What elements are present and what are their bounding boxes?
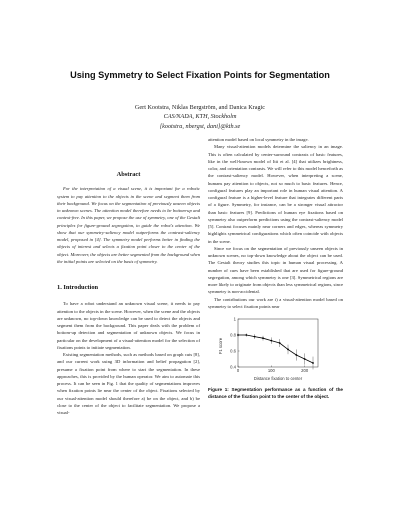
- figure-caption: Figure 1: Segmentation performance as a function of the distance of the fixation point to the center of the object.: [208, 387, 343, 399]
- data-point: [312, 362, 314, 364]
- right-column: [208, 136, 343, 434]
- data-point: [254, 336, 256, 338]
- left-column: [57, 171, 200, 416]
- x-tick-label: 200: [301, 368, 309, 373]
- figure-1: [208, 314, 343, 434]
- intro-continued-4: The contributions our work are i) a visual-attention model based on symmetry to select fixation points near: [208, 296, 343, 309]
- f1-series-line: [238, 335, 313, 363]
- author-block: [0, 103, 400, 131]
- paper-title: Using Symmetry to Select Fixation Points for Segmentation: [70, 70, 330, 80]
- data-point: [279, 342, 281, 344]
- affiliation: CAS/NADA, KTH, Stockholm: [163, 113, 237, 121]
- y-axis-label: F1 score: [218, 337, 223, 355]
- introduction-heading: 1. Introduction: [57, 284, 99, 291]
- data-point: [287, 349, 289, 351]
- intro-continued-1: attention model based on local symmetry in the image.: [208, 137, 309, 142]
- data-point: [295, 354, 297, 356]
- author-names: Gert Kootstra, Niklas Bergström, and Danica Kragic: [134, 104, 266, 111]
- intro-paragraph-2: Existing segmentation methods, such as methods based on graph cuts [8], and our current work using 3D information and belief propagation [2], presume a fixation point from where to start the segmentation. In these approaches, this is provided by the human operator. We aim to automate this process. It can be seen in Fig. 1 that the quality of segmentations improves when fixation points lie near the center of the object. Fixations selected by our visual-attention model should therefore a) be on the object, and b) be close to the center of the object to facilitate segmentation. We propose a visual-: [57, 352, 200, 415]
- y-tick-label: 0.6: [230, 348, 236, 354]
- data-point: [262, 337, 264, 339]
- f1-score-chart: [208, 314, 343, 388]
- y-tick-label: 1: [233, 316, 236, 322]
- x-tick-label: 100: [267, 368, 275, 373]
- abstract-heading: Abstract: [116, 171, 141, 178]
- intro-paragraph-1: To have a robot understand an unknown visual scene, it needs to pay attention to the objects in the scene. However, when the scene and the objects are unknown, no top-down knowledge can be used to detect the objects and segment them from the background. This paper deals with the problem of bottom-up detection and segmentation of unknown objects. We focus in particular on the development of a visual-attention model for the selection of fixations points to initiate segmentation.: [57, 301, 200, 350]
- data-point: [270, 340, 272, 342]
- y-tick-label: 0.4: [230, 364, 236, 370]
- abstract-text: For the interpretation of a visual scene, it is important for a robotic system to pay attention to the objects in the scene and segment them from their background. We focus on the segmentation of previously unseen objects in unknown scenes. The attention model therefore needs to be bottom-up and context-free. In this paper, we propose the use of symmetry, one of the Gestalt principles for figure-ground segregation, to guide the robot's attention. We show that our symmetry-saliency model outperforms the contrast-saliency model, proposed in [4]. The symmetry model performs better in finding the objects of interest and selects a fixation point closer to the center of the object. Moreover, the objects are better segmented from the background when the initial points are selected on the basis of symmetry.: [57, 186, 200, 264]
- email: [kootstra, nbergst, dani]@kth.se: [159, 122, 241, 130]
- x-axis-label: Distance fixation to center: [253, 376, 303, 381]
- x-tick-label: 0: [236, 368, 240, 373]
- intro-continued-2: Many visual-attention models determine the saliency in an image. This is often calculated by center-surround contrasts of basic features, like in the well-known model of Itti et al. [4] that utilizes brightness, color, and orientation contrasts. We will refer to this model henceforth as the contrast-saliency model. However, when interpreting a scene, humans pay attention to objects, not so much to basic features. Hence, configural features play an important role in human visual attention. A configural feature is a higher-level feature that integrates different parts of a figure. Symmetry, for instance, can be a stronger visual attractor than basic features [9]. Predictions of human eye fixations based on symmetry also outperform predictions using the contrast-saliency model [5]. Contrast focuses mainly near corners and edges, whereas symmetry highlights symmetrical configurations which often coincide with objects in the scene.: [208, 144, 343, 244]
- data-point: [304, 358, 306, 360]
- intro-continued-3: Since we focus on the segmentation of previously unseen objects in unknown scenes, no top-down knowledge about the object can be used. The Gestalt theory studies this topic in human visual processing. A number of cues have been established that are used for figure-ground segregation, among which symmetry is one [3]. Symmetrical regions are more likely to originate from objects than less symmetrical regions, since symmetry is non-accidental.: [208, 245, 343, 295]
- data-point: [245, 334, 247, 336]
- data-point: [237, 334, 239, 336]
- y-tick-label: 0.8: [230, 332, 236, 338]
